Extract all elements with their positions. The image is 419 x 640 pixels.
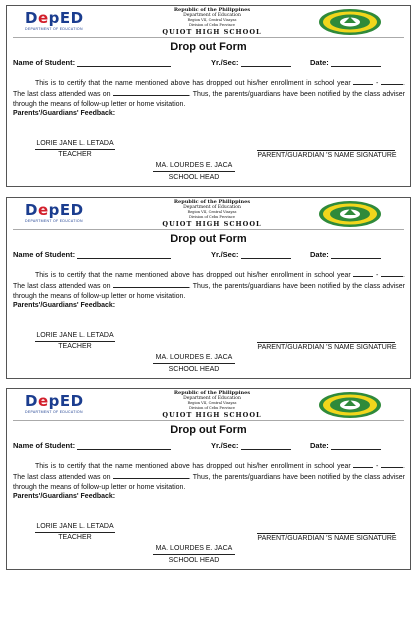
- teacher-name: LORIE JANE L. LETADA: [36, 332, 114, 339]
- school-year-blank[interactable]: [353, 78, 373, 85]
- teacher-name: LORIE JANE L. LETADA: [36, 140, 114, 147]
- deped-logo: [21, 392, 109, 415]
- republic-text: Republic of the Philippines: [173, 390, 251, 396]
- date-line[interactable]: [331, 442, 381, 450]
- form-header: [7, 6, 410, 38]
- para-part-1: This is to certify that the name mentioned above has dropped out his/her enrollment in school year: [35, 272, 351, 279]
- teacher-name: LORIE JANE L. LETADA: [36, 523, 114, 530]
- deped-brand-sub: DEPARTMENT OF EDUCATION: [25, 27, 83, 31]
- department-text: Department of Education: [183, 13, 241, 18]
- school-head-name: MA. LOURDES E. JACA: [155, 354, 233, 361]
- deped-brand-sub: DEPARTMENT OF EDUCATION: [25, 410, 83, 414]
- header-divider: [13, 229, 404, 230]
- school-seal-icon: [317, 8, 383, 36]
- parent-signature-line[interactable]: [257, 533, 395, 534]
- last-attended-blank[interactable]: [113, 472, 189, 479]
- para-part-2: . The last class attended was on: [13, 80, 405, 98]
- form-title: Drop out Form: [170, 424, 247, 436]
- feedback-label: Parents'/Guardians' Feedback:: [13, 302, 116, 309]
- teacher-name-underline: [35, 341, 115, 342]
- date-line[interactable]: [331, 251, 381, 259]
- last-attended-blank[interactable]: [113, 281, 189, 288]
- student-name-label: Name of Student:: [13, 58, 76, 67]
- school-seal-icon: [317, 200, 383, 228]
- school-address-block: [147, 200, 277, 228]
- yr-sec-line[interactable]: [241, 442, 291, 450]
- para-part-3: . Thus, the parents/guardians have been notified by the class adviser through the means of follow-up letter or home visitation.: [13, 474, 405, 491]
- date-line[interactable]: [331, 59, 381, 67]
- region-text: Region VII, Central Visayas: [187, 401, 237, 405]
- student-name-line[interactable]: [77, 59, 171, 67]
- region-text: Region VII, Central Visayas: [187, 18, 237, 22]
- date-field[interactable]: [310, 441, 381, 450]
- school-year-end-blank[interactable]: [381, 461, 403, 468]
- parent-signature-label: PARENT/GUARDIAN 'S NAME SIGNATURE: [257, 535, 397, 542]
- division-text: Division of Cebu Province: [189, 406, 235, 410]
- form-header: [7, 389, 410, 421]
- certification-paragraph: This is to certify that the name mentioned above has dropped out his/her enrollment in school year - . The last class attended was on . Thus, the parents/guardians have been notified by the class adviser through the means of follow-up letter or home visitation.: [13, 80, 405, 108]
- deped-brand: DepED: [25, 201, 84, 219]
- school-seal-icon: [317, 391, 383, 419]
- form-title: Drop out Form: [170, 41, 247, 53]
- yr-sec-field[interactable]: [211, 441, 291, 450]
- deped-brand-sub: DEPARTMENT OF EDUCATION: [25, 219, 83, 223]
- yr-sec-line[interactable]: [241, 251, 291, 259]
- school-head-underline: [153, 363, 235, 364]
- teacher-role: TEACHER: [58, 534, 92, 541]
- teacher-role: TEACHER: [58, 151, 92, 158]
- republic-text: Republic of the Philippines: [173, 199, 251, 205]
- date-label: Date:: [310, 441, 329, 450]
- date-field[interactable]: [310, 250, 381, 259]
- para-part-3: . Thus, the parents/guardians have been notified by the class adviser through the means of follow-up letter or home visitation.: [13, 91, 405, 108]
- header-divider: [13, 420, 404, 421]
- parent-signature-line[interactable]: [257, 150, 395, 151]
- parent-signature-label: PARENT/GUARDIAN 'S NAME SIGNATURE: [257, 152, 397, 159]
- drop-out-form-card: [6, 388, 411, 570]
- yr-sec-field[interactable]: [211, 250, 291, 259]
- para-part-1: This is to certify that the name mentioned above has dropped out his/her enrollment in school year: [35, 80, 351, 87]
- school-name: QUIOT HIGH SCHOOL: [162, 28, 262, 36]
- school-year-blank[interactable]: [353, 270, 373, 277]
- para-part-3: . Thus, the parents/guardians have been notified by the class adviser through the means of follow-up letter or home visitation.: [13, 283, 405, 300]
- feedback-label: Parents'/Guardians' Feedback:: [13, 110, 116, 117]
- date-label: Date:: [310, 250, 329, 259]
- school-year-blank[interactable]: [353, 461, 373, 468]
- school-head-role: SCHOOL HEAD: [168, 366, 220, 373]
- school-year-end-blank[interactable]: [381, 270, 403, 277]
- para-part-2: . The last class attended was on: [13, 272, 405, 290]
- student-fields-row: [13, 250, 405, 260]
- last-attended-blank[interactable]: [113, 89, 189, 96]
- deped-logo: [21, 9, 109, 32]
- school-address-block: [147, 391, 277, 419]
- teacher-role: TEACHER: [58, 343, 92, 350]
- school-name: QUIOT HIGH SCHOOL: [162, 220, 262, 228]
- division-text: Division of Cebu Province: [189, 215, 235, 219]
- department-text: Department of Education: [183, 205, 241, 210]
- student-name-field[interactable]: [13, 250, 171, 259]
- school-name: QUIOT HIGH SCHOOL: [162, 411, 262, 419]
- student-name-label: Name of Student:: [13, 441, 76, 450]
- header-divider: [13, 37, 404, 38]
- deped-logo: [21, 201, 109, 224]
- deped-brand: DepED: [25, 392, 84, 410]
- parent-signature-label: PARENT/GUARDIAN 'S NAME SIGNATURE: [257, 344, 397, 351]
- yr-sec-line[interactable]: [241, 59, 291, 67]
- student-name-label: Name of Student:: [13, 250, 76, 259]
- student-name-field[interactable]: [13, 58, 171, 67]
- student-name-field[interactable]: [13, 441, 171, 450]
- school-head-role: SCHOOL HEAD: [168, 557, 220, 564]
- yr-sec-field[interactable]: [211, 58, 291, 67]
- form-title: Drop out Form: [170, 233, 247, 245]
- division-text: Division of Cebu Province: [189, 23, 235, 27]
- school-head-role: SCHOOL HEAD: [168, 174, 220, 181]
- yr-sec-label: Yr./Sec:: [211, 441, 239, 450]
- feedback-label: Parents'/Guardians' Feedback:: [13, 493, 116, 500]
- date-field[interactable]: [310, 58, 381, 67]
- department-text: Department of Education: [183, 396, 241, 401]
- student-fields-row: [13, 58, 405, 68]
- school-address-block: [147, 8, 277, 36]
- student-name-line[interactable]: [77, 251, 171, 259]
- deped-brand: DepED: [25, 9, 84, 27]
- parent-signature-line[interactable]: [257, 342, 395, 343]
- school-head-underline: [153, 171, 235, 172]
- certification-paragraph: This is to certify that the name mentioned above has dropped out his/her enrollment in school year - . The last class attended was on . Thus, the parents/guardians have been notified by the class adviser through the means of follow-up letter or home visitation.: [13, 272, 405, 300]
- para-part-1: This is to certify that the name mentioned above has dropped out his/her enrollment in school year: [35, 463, 351, 470]
- teacher-name-underline: [35, 149, 115, 150]
- teacher-name-underline: [35, 532, 115, 533]
- region-text: Region VII, Central Visayas: [187, 210, 237, 214]
- para-part-2: . The last class attended was on: [13, 463, 405, 481]
- school-head-name: MA. LOURDES E. JACA: [155, 545, 233, 552]
- student-fields-row: [13, 441, 405, 451]
- yr-sec-label: Yr./Sec:: [211, 250, 239, 259]
- certification-paragraph: This is to certify that the name mentioned above has dropped out his/her enrollment in school year - . The last class attended was on . Thus, the parents/guardians have been notified by the class adviser through the means of follow-up letter or home visitation.: [13, 463, 405, 491]
- date-label: Date:: [310, 58, 329, 67]
- yr-sec-label: Yr./Sec:: [211, 58, 239, 67]
- drop-out-form-card: [6, 5, 411, 187]
- form-header: [7, 198, 410, 230]
- school-year-end-blank[interactable]: [381, 78, 403, 85]
- student-name-line[interactable]: [77, 442, 171, 450]
- drop-out-form-card: [6, 197, 411, 379]
- school-head-underline: [153, 554, 235, 555]
- school-head-name: MA. LOURDES E. JACA: [155, 162, 233, 169]
- republic-text: Republic of the Philippines: [173, 7, 251, 13]
